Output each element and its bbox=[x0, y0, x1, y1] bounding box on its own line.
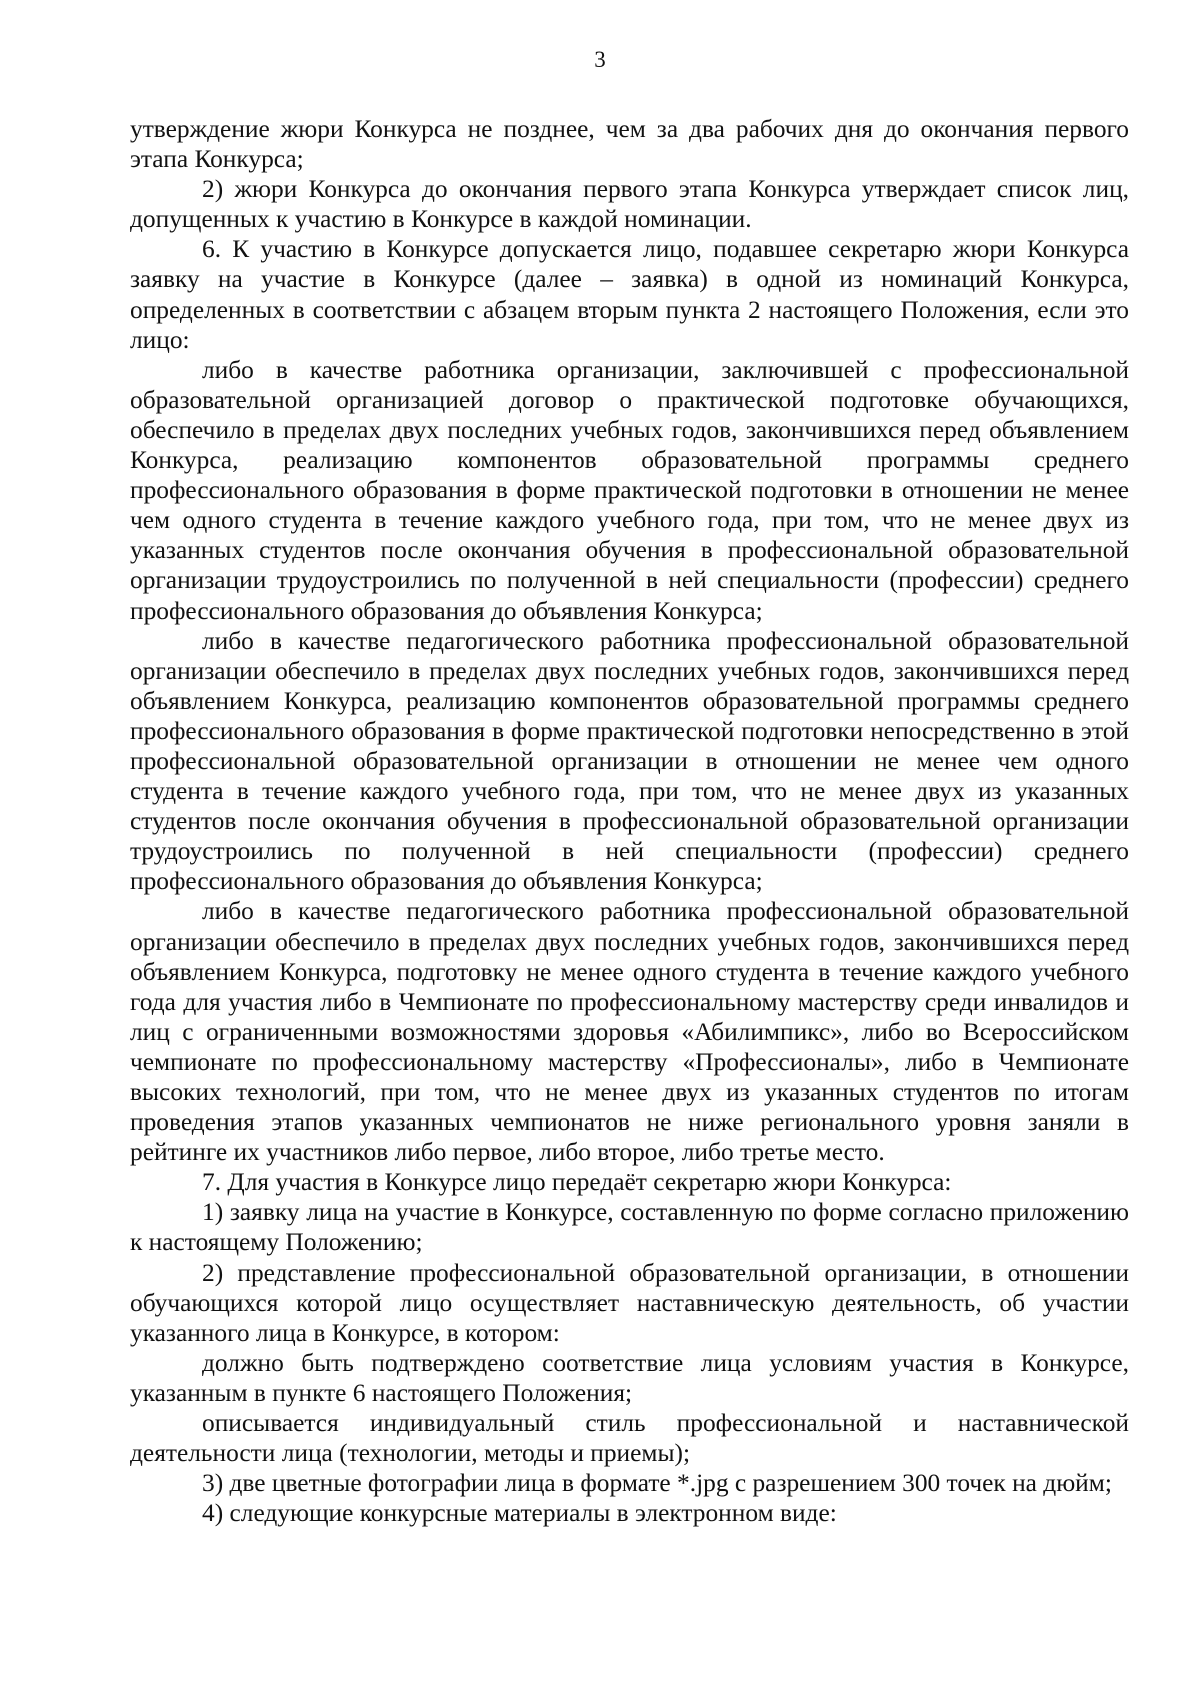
page-number: 3 bbox=[594, 47, 606, 72]
paragraph-photographs: 3) две цветные фотографии лица в формате *.jpg с разрешением 300 точек на дюйм; bbox=[202, 1469, 1112, 1498]
paragraph-condition-teacher-championship: либо в качестве педагогического работника профессиональной образовательной организации обеспечило в пределах двух последних учебных годов, закончившихся перед объявлением Конкурса, подготовку не менее одного студента в течение каждого учебного года для участия либо в Чемпионате по профессиональному мастерству среди инвалидов и лиц с ограниченными возможностями здоровья «Абилимпикс», либо во Всероссийском чемпионате по профессиональному мастерству «Профессионалы», либо в Чемпионате высоких технологий, при том, что не менее двух из указанных студентов по итогам проведения этапов указанных чемпионатов не ниже регионального уровня заняли в рейтинге их участников либо первое, либо второе, либо третье место. bbox=[130, 897, 1129, 1167]
paragraph-condition-teacher-practice: либо в качестве педагогического работника профессиональной образовательной организации обеспечило в пределах двух последних учебных годов, закончившихся перед объявлением Конкурса, реализацию компонентов образовательной программы среднего профессионального образования в форме практической подготовки непосредственно в этой профессиональной образовательной организации в отношении не менее чем одного студента в течение каждого учебного года, при том, что не менее двух из указанных студентов после окончания обучения в профессиональной образовательной организации трудоустроились по полученной в ней специальности (профессии) среднего профессионального образования до объявления Конкурса; bbox=[130, 626, 1129, 896]
paragraph-item-6-admission: 6. К участию в Конкурсе допускается лицо, подавшее секретарю жюри Конкурса заявку на участие в Конкурсе (далее – заявка) в одной из номинаций Конкурса, определенных в соответствии с абзацем вторым пункта 2 настоящего Положения, если это лицо: bbox=[130, 235, 1129, 354]
paragraph-condition-employee: либо в качестве работника организации, заключившей с профессиональной образовательной организацией договор о практической подготовке обучающихся, обеспечило в пределах двух последних учебных годов, закончившихся перед объявлением Конкурса, реализацию компонентов образовательной программы среднего профессионального образования в форме практической подготовки в отношении не менее чем одного студента в течение каждого учебного года, при том, что не менее двух из указанных студентов после окончания обучения в профессиональной образовательной организации трудоустроились по полученной в ней специальности (профессии) среднего профессионального образования до объявления Конкурса; bbox=[130, 355, 1129, 625]
document-body bbox=[130, 114, 1129, 1528]
paragraph-electronic-materials: 4) следующие конкурсные материалы в электронном виде: bbox=[202, 1499, 837, 1528]
paragraph-organization-statement: 2) представление профессиональной образовательной организации, в отношении обучающихся которой лицо осуществляет наставническую деятельность, об участии указанного лица в Конкурсе, в котором: bbox=[130, 1258, 1129, 1347]
paragraph-jury-approval-deadline: утверждение жюри Конкурса не позднее, чем за два рабочих дня до окончания первого этапа Конкурса; bbox=[130, 115, 1129, 174]
paragraph-individual-style: описывается индивидуальный стиль профессиональной и наставнической деятельности лица (технологии, методы и приемы); bbox=[130, 1409, 1129, 1468]
paragraph-item-7-documents: 7. Для участия в Конкурсе лицо передаёт секретарю жюри Конкурса: bbox=[202, 1168, 952, 1197]
paragraph-conformity-confirmation: должно быть подтверждено соответствие лица условиям участия в Конкурсе, указанным в пункте 6 настоящего Положения; bbox=[130, 1348, 1129, 1407]
paragraph-application-form: 1) заявку лица на участие в Конкурсе, составленную по форме согласно приложению к настоящему Положению; bbox=[130, 1198, 1129, 1257]
paragraph-jury-approves-list: 2) жюри Конкурса до окончания первого этапа Конкурса утверждает список лиц, допущенных к участию в Конкурсе в каждой номинации. bbox=[130, 175, 1129, 234]
